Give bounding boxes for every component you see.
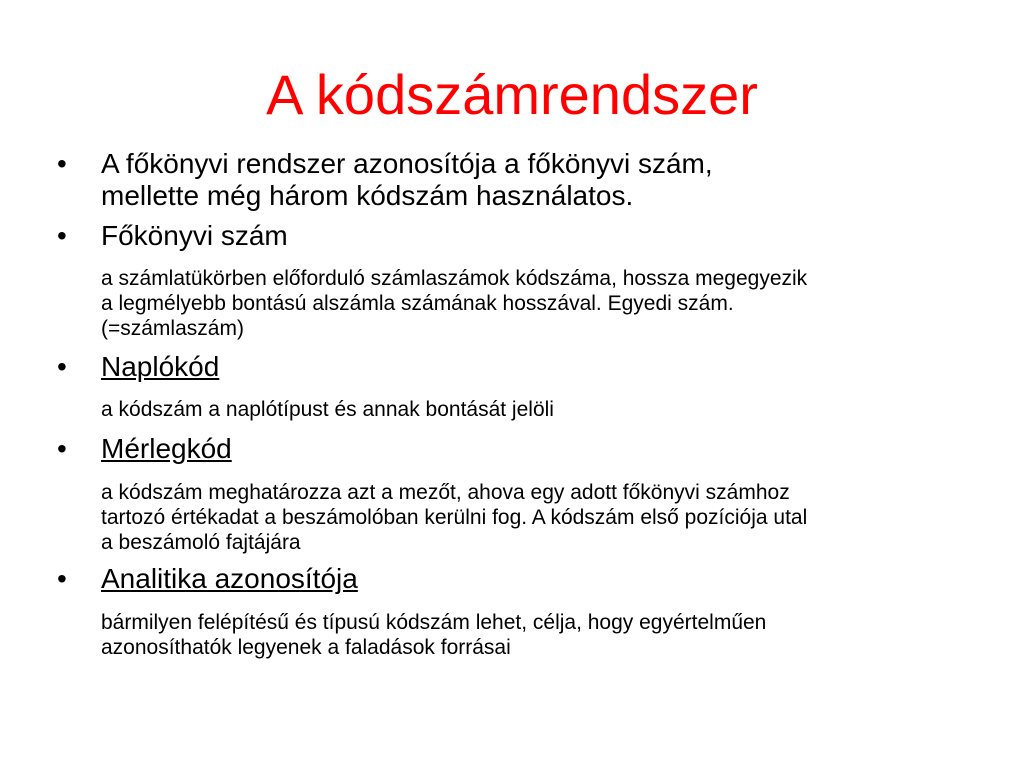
intro-text <box>101 148 981 212</box>
description-line: a beszámoló fajtájára <box>101 531 301 554</box>
bullet-dot: • <box>57 220 67 251</box>
slide-title: A kódszámrendszer <box>266 63 758 126</box>
intro-line: A főkönyvi rendszer azonosítója a főkönyvi szám, <box>101 148 713 179</box>
description-line: a kódszám a naplótípust és annak bontását jelöli <box>101 398 554 421</box>
bullet-dot: • <box>57 433 67 464</box>
bullet-dot: • <box>57 351 67 382</box>
analitika-description <box>101 610 981 660</box>
merlegkod-description <box>101 480 981 555</box>
description-line: azonosíthatók legyenek a faladások forrásai <box>101 636 511 659</box>
fokonyvi-szam-description <box>101 266 981 341</box>
naplokod-description <box>101 397 981 422</box>
merlegkod-heading[interactable]: Mérlegkód <box>101 433 232 464</box>
description-line: (=számlaszám) <box>101 317 244 340</box>
description-line: bármilyen felépítésű és típusú kódszám lehet, célja, hogy egyértelműen <box>101 611 767 634</box>
fokonyvi-szam-heading: Főkönyvi szám <box>101 220 288 251</box>
description-line: a legmélyebb bontású alszámla számának hosszával. Egyedi szám. <box>101 292 734 315</box>
intro-line: mellette még három kódszám használatos. <box>101 180 634 211</box>
naplokod-heading[interactable]: Naplókód <box>101 351 220 382</box>
analitika-heading[interactable]: Analitika azonosítója <box>101 563 358 594</box>
description-line: a kódszám meghatározza azt a mezőt, ahova egy adott főkönyvi számhoz <box>101 481 790 504</box>
bullet-dot: • <box>57 563 67 594</box>
bullet-dot: • <box>57 148 67 179</box>
description-line: a számlatükörben előforduló számlaszámok kódszáma, hossza megegyezik <box>101 267 808 290</box>
description-line: tartozó értékadat a beszámolóban kerülni fog. A kódszám első pozíciója utal <box>101 506 808 529</box>
